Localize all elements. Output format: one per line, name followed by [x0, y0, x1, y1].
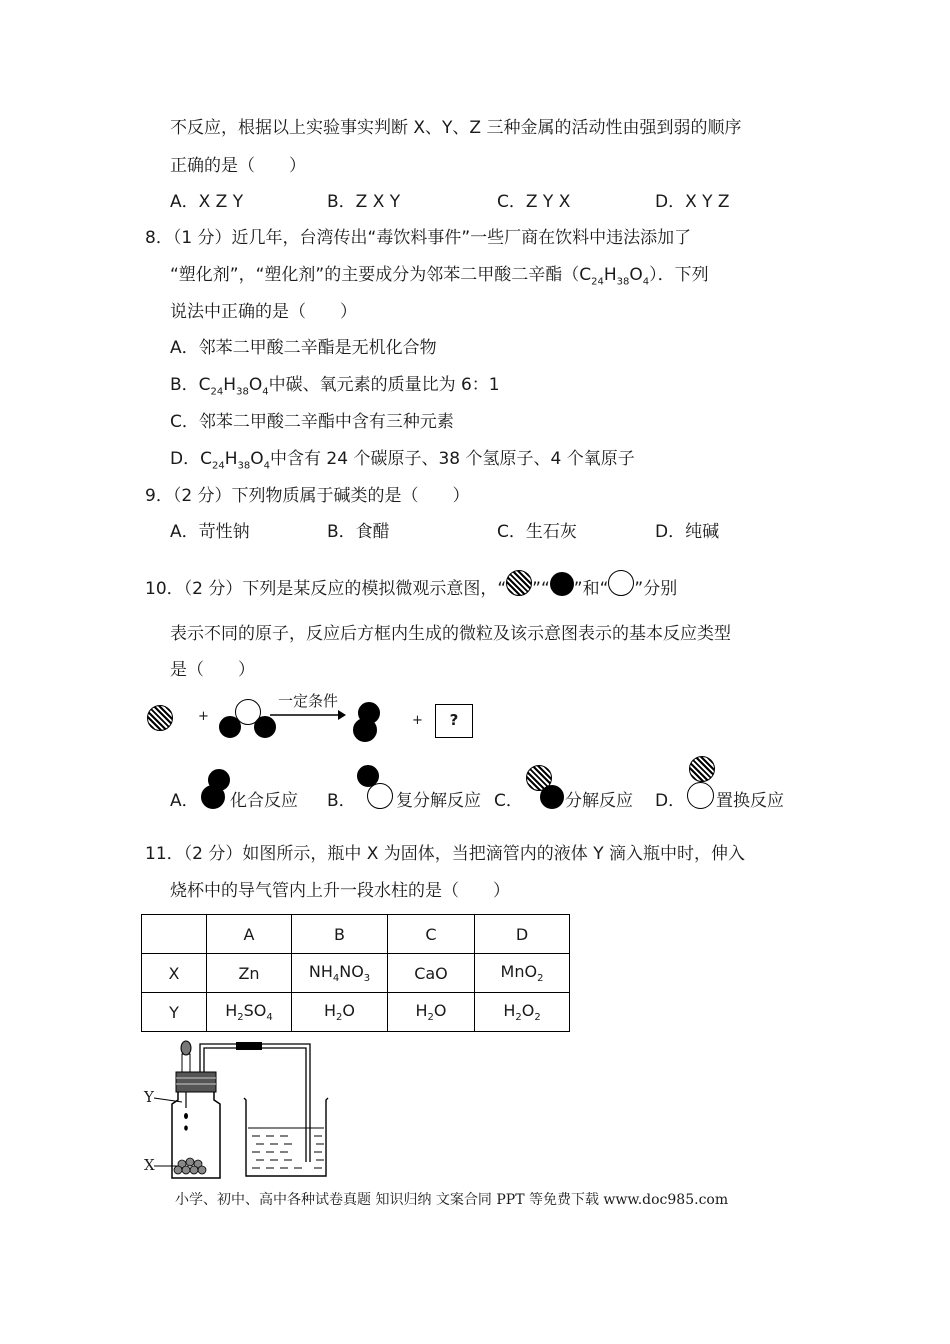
- formula-sub: 2: [534, 1012, 541, 1024]
- formula-sub: 2: [237, 1012, 244, 1024]
- q8-line2-text: “塑化剂”，“塑化剂”的主要成分为邻苯二甲酸二辛酯（C: [170, 265, 592, 285]
- q10-option-c-letter: C．: [494, 791, 523, 811]
- q10-option-c-text: 分解反应: [565, 791, 633, 811]
- formula-part: NO: [339, 961, 364, 981]
- q7-option-d: D．X Y Z: [655, 192, 730, 212]
- formula-part: O: [521, 1000, 535, 1020]
- table-cell: [142, 915, 207, 954]
- black-atom-icon: [540, 785, 564, 809]
- formula-sub: 24: [211, 460, 225, 472]
- formula-part: MnO: [500, 961, 538, 981]
- q11-line1: 11．（2 分）如图所示，瓶中 X 为固体，当把滴管内的液体 Y 滴入瓶中时，伸入: [145, 844, 745, 864]
- option-b-prefix: B．C: [170, 375, 211, 395]
- table-cell: [292, 954, 388, 993]
- formula-sub: 4: [262, 386, 269, 398]
- q11-line2: 烧杯中的导气管内上升一段水柱的是（ ）: [170, 881, 510, 901]
- formula-h: H: [223, 375, 237, 395]
- formula-sub: 4: [332, 973, 340, 985]
- q10-option-b-text: 复分解反应: [396, 791, 481, 811]
- q9-option-b: B．食醋: [327, 522, 390, 542]
- q10-line1: [145, 570, 677, 598]
- formula-part: NH: [308, 961, 333, 981]
- table-cell: [207, 993, 292, 1032]
- q8-option-d: [170, 451, 635, 471]
- formula-part: H: [415, 1000, 428, 1020]
- option-b-text: 中碳、氧元素的质量比为 6：1: [268, 375, 500, 395]
- q8-option-b: [170, 377, 500, 397]
- table-cell: X: [142, 954, 207, 993]
- table-header: C: [388, 915, 475, 954]
- product-box: [435, 704, 473, 738]
- hatched-atom-icon: [689, 756, 715, 782]
- hatched-atom-icon: [506, 570, 532, 596]
- option-d-text: 中含有 24 个碳原子、38 个氢原子、4 个氧原子: [270, 449, 635, 469]
- formula-part: SO: [243, 1000, 267, 1020]
- white-atom-icon: [367, 783, 393, 809]
- formula-part: H: [503, 1000, 516, 1020]
- quote-sep: ”和“: [573, 579, 609, 599]
- q10-line1-text: 10．（2 分）下列是某反应的模拟微观示意图，“: [145, 579, 507, 599]
- q7-option-b: B．Z X Y: [327, 192, 401, 212]
- formula-sub: 2: [336, 1012, 343, 1024]
- reagent-table: [141, 914, 570, 1032]
- table-header: A: [207, 915, 292, 954]
- q10-option-b-letter: B．: [327, 791, 356, 811]
- q10-option-a-text: 化合反应: [230, 791, 298, 811]
- table-cell: Y: [142, 993, 207, 1032]
- hatched-atom-icon: [147, 705, 173, 731]
- q10-line1-end: ”分别: [634, 579, 678, 599]
- label-y: Y: [144, 1088, 154, 1106]
- q10-option-d-text: 置换反应: [716, 791, 784, 811]
- formula-sub: 38: [237, 460, 251, 472]
- q8-line2: [170, 267, 709, 287]
- table-row: [142, 915, 570, 954]
- table-cell: [292, 993, 388, 1032]
- formula-part: H: [225, 1000, 238, 1020]
- option-d-prefix: D．C: [170, 449, 212, 469]
- black-atom-icon: [550, 572, 574, 596]
- formula-sub: 4: [266, 1012, 273, 1024]
- formula-o: O: [250, 449, 264, 469]
- formula-sub: 2: [515, 1012, 522, 1024]
- formula-sub: 4: [263, 460, 270, 472]
- q7-line1: 不反应，根据以上实验事实判断 X、Y、Z 三种金属的活动性由强到弱的顺序: [170, 118, 742, 138]
- white-atom-icon: [608, 570, 634, 596]
- formula-sub: 24: [210, 386, 224, 398]
- table-cell: CaO: [388, 954, 475, 993]
- table-cell: [388, 993, 475, 1032]
- table-header: D: [475, 915, 570, 954]
- formula-h: H: [224, 449, 238, 469]
- q8-option-a: A．邻苯二甲酸二辛酯是无机化合物: [170, 338, 437, 358]
- q9-option-d: D．纯碱: [655, 522, 720, 542]
- table-row: [142, 954, 570, 993]
- white-atom-icon: [687, 782, 714, 809]
- table-cell: Zn: [207, 954, 292, 993]
- formula-sub: 2: [537, 973, 544, 985]
- formula-sub: 4: [642, 276, 650, 288]
- q9-option-a: A．苛性钠: [170, 522, 250, 542]
- q7-option-c: C．Z Y X: [497, 192, 571, 212]
- formula-sub: 3: [363, 973, 371, 985]
- formula-sub: 24: [591, 276, 604, 288]
- q8-option-c: C．邻苯二甲酸二辛酯中含有三种元素: [170, 412, 454, 432]
- black-atom-icon: [219, 716, 241, 738]
- quote-sep: ”“: [532, 579, 550, 599]
- formula-part: H: [324, 1000, 337, 1020]
- formula-o: O: [248, 375, 263, 395]
- black-atom-icon: [353, 718, 377, 742]
- table-cell: [475, 954, 570, 993]
- q7-option-a: A．X Z Y: [170, 192, 244, 212]
- q7-line2: 正确的是（ ）: [170, 156, 306, 176]
- q10-option-d-letter: D．: [655, 791, 686, 811]
- q8-line1: 8．（1 分）近几年，台湾传出“毒饮料事件”一些厂商在饮料中违法添加了: [145, 228, 692, 248]
- q8-line3: 说法中正确的是（ ）: [170, 302, 357, 322]
- formula-sub: 2: [427, 1012, 434, 1024]
- table-cell: [475, 993, 570, 1032]
- product-box-mark: ?: [449, 711, 459, 729]
- label-x: X: [144, 1156, 155, 1174]
- table-row: [142, 993, 570, 1032]
- apparatus-illustration: [140, 1036, 330, 1184]
- formula-o: O: [629, 265, 643, 285]
- q10-line3: 是（ ）: [170, 660, 255, 680]
- formula-part: O: [433, 1000, 447, 1020]
- reaction-arrow-icon: [270, 708, 346, 722]
- table-header: B: [292, 915, 388, 954]
- plus-sign: +: [198, 709, 209, 724]
- reaction-condition: 一定条件: [278, 692, 339, 710]
- q8-line2-end: ）．下列: [649, 265, 709, 285]
- q9-line1: 9．（2 分）下列物质属于碱类的是（ ）: [145, 486, 470, 506]
- formula-sub: 38: [236, 386, 249, 398]
- q10-option-a-letter: A．: [170, 791, 199, 811]
- formula-sub: 38: [616, 276, 630, 288]
- q9-option-c: C．生石灰: [497, 522, 577, 542]
- black-atom-icon: [201, 785, 225, 809]
- formula-h: H: [603, 265, 617, 285]
- formula-part: O: [342, 1000, 355, 1020]
- q10-line2: 表示不同的原子，反应后方框内生成的微粒及该示意图表示的基本反应类型: [170, 624, 731, 644]
- plus-sign: +: [412, 713, 423, 728]
- footer-text: 小学、初中、高中各种试卷真题 知识归纳 文案合同 PPT 等免费下载 www.doc985.com: [175, 1192, 729, 1208]
